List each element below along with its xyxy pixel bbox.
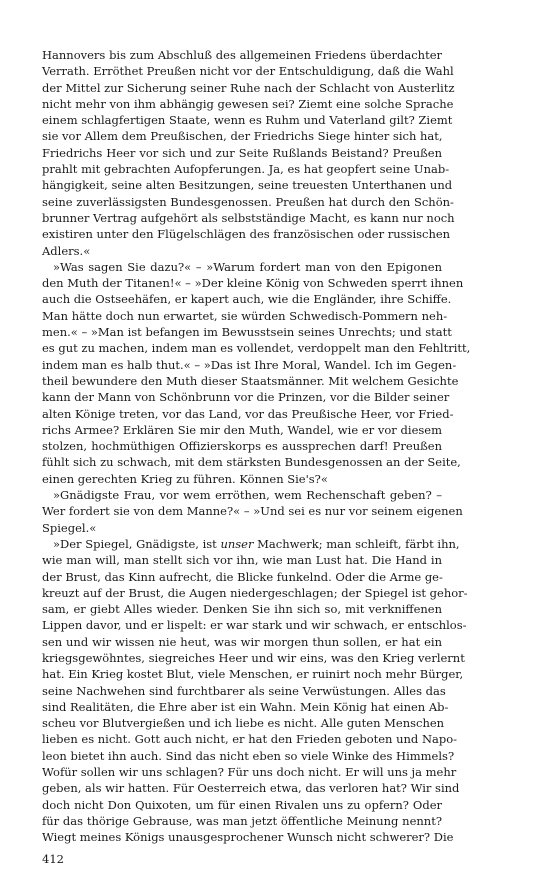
- text-line: scheu vor Blutvergießen und ich liebe es nicht. Alle guten Menschen: [42, 716, 445, 731]
- text-line: Man hätte doch nun erwartet, sie würden Schwedisch-Pommern neh-: [42, 308, 448, 323]
- text-line: doch nicht Don Quixoten, um für einen Rivalen uns zu opfern? Oder: [42, 797, 442, 812]
- page-number: 412: [42, 852, 64, 866]
- text-line: Spiegel.«: [42, 520, 97, 535]
- text-line: leon bietet ihn auch. Sind das nicht eben so viele Winke des Himmels?: [42, 748, 455, 763]
- body-text: [42, 47, 471, 846]
- text-line: geben, als wir hatten. Für Oesterreich etwa, das verloren hat? Wir sind: [42, 781, 460, 796]
- text-line: brunner Vertrag aufgehört als selbstständige Macht, es kann nur noch: [42, 210, 455, 225]
- text-line: »Gnädigste Frau, vor wem erröthen, wem Rechenschaft geben? –: [53, 488, 442, 503]
- text-line: »Der Spiegel, Gnädigste, ist unser Machwerk; man schleift, färbt ihn,: [53, 536, 460, 551]
- text-line: men.« – »Man ist befangen im Bewusstsein seines Unrechts; und statt: [42, 325, 452, 340]
- text-line: prahlt mit gebrachten Aufopferungen. Ja, es hat geopfert seine Unab-: [42, 162, 450, 177]
- text-line: lieben es nicht. Gott auch nicht, er hat den Frieden geboten und Napo-: [42, 732, 458, 747]
- text-line: alten Könige treten, vor das Land, vor das Preußische Heer, vor Fried-: [42, 406, 454, 421]
- text-line: existiren unter den Flügelschlägen des französischen oder russischen: [42, 227, 451, 242]
- text-line: Wer fordert sie von dem Manne?« – »Und sei es nur vor seinem eigenen: [42, 504, 463, 519]
- text-line: indem man es halb thut.« – »Das ist Ihre Moral, Wandel. Ich im Gegen-: [42, 357, 457, 372]
- text-line: kreuzt auf der Brust, die Augen niedergeschlagen; der Spiegel ist gehor-: [42, 585, 468, 600]
- text-line: den Muth der Titanen!« – »Der kleine König von Schweden sperrt ihnen: [42, 276, 464, 291]
- text-line: einem schlagfertigen Staate, wenn es Ruhm und Vaterland gilt? Ziemt: [42, 113, 453, 128]
- text-line: der Brust, das Kinn aufrecht, die Blicke funkelnd. Oder die Arme ge-: [42, 569, 443, 584]
- text-line: seine Nachwehen sind furchtbarer als seine Verwüstungen. Alles das: [42, 683, 446, 698]
- text-line: Lippen davor, und er lispelt: er war stark und wir schwach, er entschlos-: [42, 618, 467, 633]
- text-line: sie vor Allem dem Preußischen, der Friedrichs Siege hinter sich hat,: [42, 129, 443, 144]
- text-line: Friedrichs Heer vor sich und zur Seite Rußlands Beistand? Preußen: [42, 145, 442, 160]
- text-line: seine zuverlässigsten Bundesgenossen. Preußen hat durch den Schön-: [42, 194, 454, 209]
- text-line: für das thörige Gebrause, was man jetzt öffentliche Meinung nennt?: [42, 813, 442, 828]
- text-line: sam, er giebt Alles wieder. Denken Sie ihn sich so, mit verkniffenen: [42, 602, 442, 617]
- text-line: der Mittel zur Sicherung seiner Ruhe nach der Schlacht von Austerlitz: [42, 80, 455, 95]
- text-line: einen gerechten Krieg zu führen. Können Sie's?«: [42, 471, 328, 486]
- text-line: nicht mehr von ihm abhängig gewesen sei? Ziemt eine solche Sprache: [42, 96, 454, 111]
- text-line: Adlers.«: [42, 243, 91, 258]
- text-line: stolzen, hochmüthigen Offizierskorps es aussprechen darf! Preußen: [42, 439, 442, 454]
- text-line: richs Armee? Erklären Sie mir den Muth, Wandel, wie er vor diesem: [42, 422, 442, 437]
- text-line: »Was sagen Sie dazu?« – »Warum fordert man von den Epigonen: [53, 259, 442, 274]
- text-line: wie man will, man stellt sich vor ihn, wie man Lust hat. Die Hand in: [42, 553, 442, 568]
- text-line: kriegsgewöhntes, siegreiches Heer und wir eins, was den Krieg verlernt: [42, 650, 465, 665]
- text-line: Wofür sollen wir uns schlagen? Für uns doch nicht. Er will uns ja mehr: [42, 765, 457, 780]
- text-line: auch die Ostseehäfen, er kapert auch, wie die Engländer, ihre Schiffe.: [42, 292, 452, 307]
- text-line: Wiegt meines Königs unausgesprochener Wunsch nicht schwerer? Die: [42, 830, 454, 845]
- text-line: kann der Mann von Schönbrunn vor die Prinzen, vor die Bilder seiner: [42, 390, 450, 405]
- text-line: sen und wir wissen nie heut, was wir morgen thun sollen, er hat ein: [42, 634, 442, 649]
- text-line: theil bewundere den Muth dieser Staatsmänner. Mit welchem Gesichte: [42, 373, 459, 388]
- text-line: sind Realitäten, die Ehre aber ist ein Wahn. Mein König hat einen Ab-: [42, 699, 449, 714]
- text-line: hängigkeit, seine alten Besitzungen, seine treuesten Unterthanen und: [42, 178, 453, 193]
- text-line: hat. Ein Krieg kostet Blut, viele Menschen, er ruinirt noch mehr Bürger,: [42, 667, 464, 682]
- text-line: Hannovers bis zum Abschluß des allgemeinen Friedens überdachter: [42, 48, 442, 62]
- text-line: fühlt sich zu schwach, mit dem stärksten Bundesgenossen an der Seite,: [42, 455, 461, 470]
- text-line: es gut zu machen, indem man es vollendet, verdoppelt man den Fehltritt,: [42, 341, 471, 356]
- text-line: Verrath. Erröthet Preußen nicht vor der Entschuldigung, daß die Wahl: [42, 64, 454, 79]
